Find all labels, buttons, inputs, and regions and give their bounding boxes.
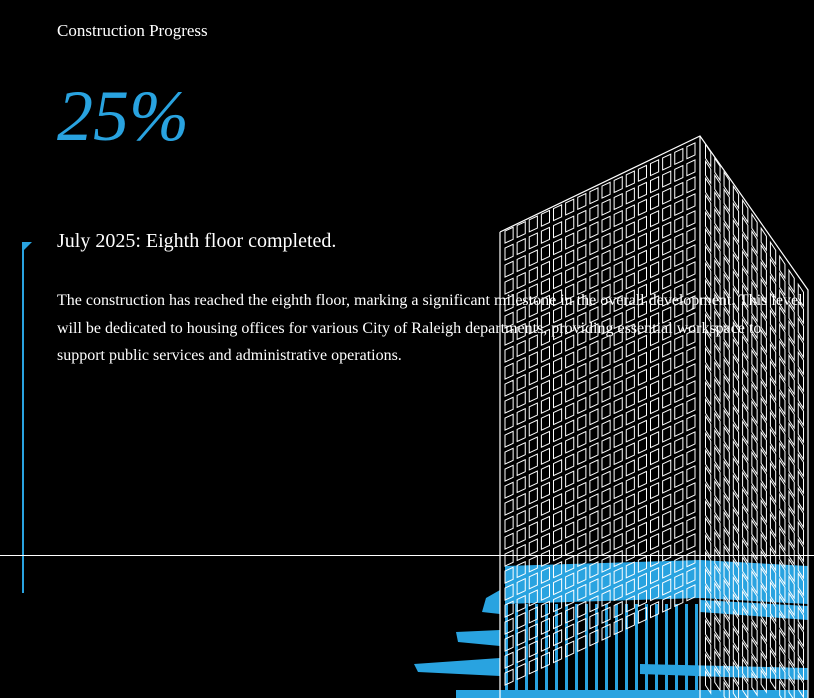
window bbox=[675, 455, 683, 471]
completed-floor-base bbox=[456, 690, 808, 698]
window bbox=[590, 477, 598, 493]
window bbox=[541, 210, 549, 226]
window bbox=[675, 251, 683, 267]
window bbox=[529, 522, 537, 538]
window bbox=[541, 227, 549, 243]
window bbox=[517, 256, 525, 272]
window bbox=[687, 500, 695, 516]
window bbox=[638, 267, 646, 283]
window bbox=[687, 228, 695, 244]
window bbox=[566, 250, 574, 266]
milestone-title: July 2025: Eighth floor completed. bbox=[57, 230, 337, 252]
window bbox=[651, 534, 659, 550]
window bbox=[505, 431, 513, 447]
window bbox=[566, 539, 574, 555]
timeline-line bbox=[22, 244, 24, 593]
window bbox=[517, 545, 525, 561]
window bbox=[505, 397, 513, 413]
window bbox=[517, 392, 525, 408]
window bbox=[663, 222, 671, 238]
window bbox=[554, 375, 562, 391]
window bbox=[663, 460, 671, 476]
window bbox=[638, 199, 646, 215]
completed-column bbox=[545, 604, 548, 690]
window bbox=[602, 454, 610, 470]
window bbox=[517, 528, 525, 544]
window bbox=[663, 375, 671, 391]
window bbox=[663, 154, 671, 170]
window bbox=[529, 437, 537, 453]
window bbox=[554, 239, 562, 255]
window bbox=[626, 256, 634, 272]
window bbox=[626, 528, 634, 544]
window bbox=[529, 250, 537, 266]
window bbox=[590, 256, 598, 272]
window bbox=[663, 426, 671, 442]
window bbox=[638, 233, 646, 249]
window bbox=[675, 387, 683, 403]
window bbox=[687, 415, 695, 431]
window bbox=[541, 533, 549, 549]
window bbox=[663, 239, 671, 255]
window bbox=[590, 511, 598, 527]
window bbox=[590, 205, 598, 221]
window bbox=[505, 516, 513, 532]
window bbox=[578, 602, 586, 618]
window bbox=[602, 386, 610, 402]
window bbox=[517, 494, 525, 510]
window bbox=[675, 489, 683, 505]
window bbox=[578, 517, 586, 533]
window bbox=[614, 245, 622, 261]
window bbox=[541, 550, 549, 566]
window bbox=[626, 426, 634, 442]
window bbox=[651, 415, 659, 431]
window bbox=[626, 222, 634, 238]
window bbox=[529, 454, 537, 470]
window bbox=[578, 466, 586, 482]
window bbox=[517, 664, 525, 680]
window bbox=[638, 250, 646, 266]
window bbox=[614, 194, 622, 210]
window bbox=[517, 239, 525, 255]
window bbox=[554, 392, 562, 408]
window bbox=[529, 539, 537, 555]
window bbox=[602, 216, 610, 232]
window bbox=[541, 431, 549, 447]
window bbox=[651, 194, 659, 210]
window bbox=[590, 239, 598, 255]
window bbox=[614, 211, 622, 227]
window bbox=[626, 477, 634, 493]
completed-column bbox=[655, 604, 658, 690]
window bbox=[505, 448, 513, 464]
completed-column bbox=[665, 604, 668, 690]
window bbox=[675, 166, 683, 182]
window bbox=[505, 550, 513, 566]
window bbox=[517, 409, 525, 425]
completed-floor-ledge bbox=[414, 658, 500, 676]
window bbox=[687, 262, 695, 278]
window bbox=[590, 188, 598, 204]
window bbox=[517, 477, 525, 493]
window bbox=[675, 370, 683, 386]
completed-floors bbox=[414, 560, 808, 698]
window bbox=[554, 426, 562, 442]
window bbox=[663, 205, 671, 221]
window bbox=[554, 528, 562, 544]
completed-floor-ledge bbox=[456, 630, 500, 646]
window bbox=[517, 375, 525, 391]
section-label: Construction Progress bbox=[57, 21, 208, 40]
window bbox=[651, 262, 659, 278]
window bbox=[638, 216, 646, 232]
window bbox=[663, 188, 671, 204]
window bbox=[626, 239, 634, 255]
milestone-description: The construction has reached the eighth floor, marking a significant milestone in the overall development. This level will be dedicated to housing offices for various City of Raleigh departments, providing essential workspace to support public services and administrative operations. bbox=[57, 292, 803, 364]
window bbox=[614, 415, 622, 431]
window bbox=[566, 233, 574, 249]
window bbox=[626, 494, 634, 510]
window bbox=[638, 522, 646, 538]
window bbox=[651, 160, 659, 176]
window bbox=[626, 443, 634, 459]
window bbox=[651, 228, 659, 244]
window bbox=[529, 233, 537, 249]
window bbox=[687, 449, 695, 465]
completed-floor-ledge bbox=[482, 590, 500, 614]
window bbox=[505, 465, 513, 481]
window bbox=[651, 398, 659, 414]
window bbox=[675, 183, 683, 199]
window bbox=[663, 171, 671, 187]
window bbox=[541, 448, 549, 464]
window bbox=[590, 375, 598, 391]
completed-column bbox=[695, 604, 698, 690]
window bbox=[638, 386, 646, 402]
window bbox=[626, 460, 634, 476]
window bbox=[663, 477, 671, 493]
window bbox=[529, 386, 537, 402]
window bbox=[590, 545, 598, 561]
window bbox=[517, 647, 525, 663]
window bbox=[505, 244, 513, 260]
window bbox=[517, 426, 525, 442]
window bbox=[554, 256, 562, 272]
completed-column bbox=[685, 604, 688, 690]
window bbox=[554, 511, 562, 527]
window bbox=[566, 267, 574, 283]
window bbox=[663, 256, 671, 272]
window bbox=[687, 483, 695, 499]
window bbox=[590, 409, 598, 425]
window bbox=[529, 420, 537, 436]
window bbox=[554, 477, 562, 493]
window bbox=[614, 381, 622, 397]
window bbox=[590, 222, 598, 238]
window bbox=[651, 466, 659, 482]
window bbox=[590, 460, 598, 476]
window bbox=[566, 420, 574, 436]
window bbox=[687, 517, 695, 533]
window bbox=[578, 500, 586, 516]
window bbox=[602, 403, 610, 419]
window bbox=[590, 392, 598, 408]
window bbox=[554, 545, 562, 561]
window bbox=[529, 216, 537, 232]
window bbox=[663, 494, 671, 510]
window bbox=[687, 194, 695, 210]
window bbox=[590, 494, 598, 510]
window bbox=[663, 392, 671, 408]
window bbox=[651, 432, 659, 448]
window bbox=[602, 250, 610, 266]
window bbox=[675, 421, 683, 437]
window bbox=[687, 245, 695, 261]
window bbox=[566, 386, 574, 402]
window bbox=[614, 262, 622, 278]
window bbox=[566, 488, 574, 504]
window bbox=[602, 539, 610, 555]
window bbox=[638, 471, 646, 487]
window bbox=[578, 194, 586, 210]
window bbox=[687, 398, 695, 414]
window bbox=[602, 182, 610, 198]
window bbox=[529, 369, 537, 385]
window bbox=[590, 443, 598, 459]
window bbox=[614, 534, 622, 550]
window bbox=[614, 483, 622, 499]
window bbox=[566, 403, 574, 419]
window bbox=[578, 228, 586, 244]
window bbox=[602, 522, 610, 538]
window bbox=[578, 449, 586, 465]
window bbox=[578, 262, 586, 278]
window bbox=[517, 443, 525, 459]
completed-column bbox=[675, 604, 678, 690]
window bbox=[505, 499, 513, 515]
window bbox=[675, 438, 683, 454]
window bbox=[614, 432, 622, 448]
window bbox=[578, 636, 586, 652]
progress-percent: 25% bbox=[57, 76, 189, 156]
window bbox=[541, 516, 549, 532]
window bbox=[602, 471, 610, 487]
window bbox=[602, 505, 610, 521]
window bbox=[651, 517, 659, 533]
window bbox=[663, 443, 671, 459]
window bbox=[626, 188, 634, 204]
window bbox=[651, 211, 659, 227]
window bbox=[626, 375, 634, 391]
window bbox=[614, 466, 622, 482]
window bbox=[602, 233, 610, 249]
window bbox=[651, 483, 659, 499]
window bbox=[578, 398, 586, 414]
window bbox=[638, 420, 646, 436]
window bbox=[590, 426, 598, 442]
window bbox=[578, 483, 586, 499]
window bbox=[663, 409, 671, 425]
window bbox=[505, 414, 513, 430]
window bbox=[663, 528, 671, 544]
window bbox=[505, 261, 513, 277]
window bbox=[675, 404, 683, 420]
window bbox=[554, 222, 562, 238]
window bbox=[675, 234, 683, 250]
window bbox=[651, 177, 659, 193]
window bbox=[638, 488, 646, 504]
window bbox=[638, 437, 646, 453]
window bbox=[554, 205, 562, 221]
window bbox=[566, 471, 574, 487]
window bbox=[687, 432, 695, 448]
window bbox=[529, 267, 537, 283]
window bbox=[614, 449, 622, 465]
window bbox=[590, 528, 598, 544]
window bbox=[566, 437, 574, 453]
window bbox=[626, 511, 634, 527]
window bbox=[529, 488, 537, 504]
window bbox=[578, 211, 586, 227]
window bbox=[529, 505, 537, 521]
window bbox=[626, 171, 634, 187]
window bbox=[505, 533, 513, 549]
window bbox=[517, 511, 525, 527]
window bbox=[614, 398, 622, 414]
window bbox=[578, 534, 586, 550]
completed-column bbox=[605, 604, 608, 690]
window bbox=[675, 540, 683, 556]
window bbox=[638, 403, 646, 419]
window bbox=[687, 466, 695, 482]
window bbox=[675, 149, 683, 165]
window bbox=[614, 177, 622, 193]
window bbox=[614, 517, 622, 533]
window bbox=[638, 182, 646, 198]
window bbox=[554, 409, 562, 425]
window bbox=[675, 506, 683, 522]
window bbox=[602, 437, 610, 453]
completed-column bbox=[555, 604, 558, 690]
window bbox=[626, 392, 634, 408]
window bbox=[602, 420, 610, 436]
window bbox=[541, 261, 549, 277]
window bbox=[566, 454, 574, 470]
window bbox=[651, 449, 659, 465]
window bbox=[675, 268, 683, 284]
window bbox=[687, 381, 695, 397]
window bbox=[541, 397, 549, 413]
window bbox=[554, 494, 562, 510]
window bbox=[566, 199, 574, 215]
window bbox=[675, 523, 683, 539]
window bbox=[687, 160, 695, 176]
window bbox=[651, 500, 659, 516]
window bbox=[687, 534, 695, 550]
window bbox=[602, 488, 610, 504]
window bbox=[651, 245, 659, 261]
window bbox=[566, 522, 574, 538]
window bbox=[505, 380, 513, 396]
window bbox=[614, 228, 622, 244]
window bbox=[541, 244, 549, 260]
window bbox=[638, 539, 646, 555]
window bbox=[638, 165, 646, 181]
window bbox=[675, 217, 683, 233]
window bbox=[602, 267, 610, 283]
window bbox=[578, 415, 586, 431]
window bbox=[626, 205, 634, 221]
window bbox=[602, 199, 610, 215]
window bbox=[638, 505, 646, 521]
window bbox=[517, 460, 525, 476]
window bbox=[541, 380, 549, 396]
window bbox=[663, 511, 671, 527]
window bbox=[602, 369, 610, 385]
window bbox=[517, 222, 525, 238]
window bbox=[517, 613, 525, 629]
window bbox=[529, 403, 537, 419]
window bbox=[663, 545, 671, 561]
window bbox=[651, 381, 659, 397]
window bbox=[578, 432, 586, 448]
window bbox=[578, 619, 586, 635]
window bbox=[675, 472, 683, 488]
window bbox=[554, 443, 562, 459]
window bbox=[626, 409, 634, 425]
window bbox=[541, 465, 549, 481]
window bbox=[638, 454, 646, 470]
window bbox=[541, 482, 549, 498]
window bbox=[626, 545, 634, 561]
window bbox=[505, 482, 513, 498]
window bbox=[687, 143, 695, 159]
ground-line bbox=[0, 555, 814, 556]
window bbox=[517, 630, 525, 646]
window bbox=[614, 500, 622, 516]
window bbox=[541, 499, 549, 515]
window bbox=[529, 471, 537, 487]
window bbox=[541, 414, 549, 430]
window bbox=[578, 245, 586, 261]
window bbox=[566, 216, 574, 232]
window bbox=[578, 381, 586, 397]
window bbox=[687, 177, 695, 193]
timeline-marker bbox=[22, 242, 32, 252]
window bbox=[566, 369, 574, 385]
window bbox=[554, 460, 562, 476]
window bbox=[638, 369, 646, 385]
window bbox=[675, 200, 683, 216]
window bbox=[566, 505, 574, 521]
completed-column bbox=[635, 604, 638, 690]
window bbox=[687, 211, 695, 227]
